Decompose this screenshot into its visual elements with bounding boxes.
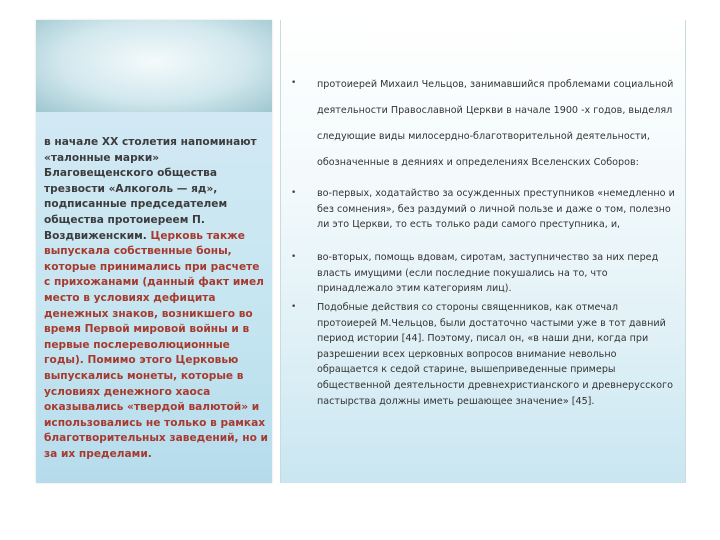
left-paragraph-red: Церковь также выпускала собственные боны, которые принимались при расчете с прихожанами (данный факт имел место в условиях дефицита денежных знаков, возникшего во время Первой мировой войны и в первые послереволюционные годы). Помимо этого Церковью выпускались монеты, которые в условиях денежного хаоса оказывались «твердой валютой» и использовались не только в рамках благотворительных заведений, но и за их пределами. (44, 229, 268, 460)
bullet-icon: • (291, 252, 297, 262)
bullet-icon: • (291, 78, 297, 88)
list-item-text: Подобные действия со стороны священников, как отмечал протоиерей М.Чельцов, были достаточно частыми уже в тот давний период истории [44]. Поэтому, писал он, «в наши дни, когда при разрешении всех церковных вопросов внимание невольно обращается к седой старине, вышеприведенные примеры общественной деятельности древнехристианского и древнерусского пастырства должны иметь решающее значение» [45]. (317, 302, 673, 407)
list-item-text: во-вторых, помощь вдовам, сиротам, заступничество за них перед власть имущими (если последние покушались на то, что принадлежало этим категориям лиц). (317, 252, 659, 295)
left-panel-header-decoration (36, 20, 272, 112)
right-panel (280, 20, 686, 483)
bullet-icon: • (291, 188, 297, 198)
left-paragraph-black: в начале XX столетия напоминают «талонные марки» Благовещенского общества трезвости «Алкоголь — яд», подписанные председателем общества протоиереем П. Воздвиженским. (44, 136, 257, 242)
left-panel (36, 20, 272, 483)
list-item-text: во-первых, ходатайство за осужденных преступников «немедленно и без сомнения», без раздумий о личной пользе и даже о том, полезно ли это Церкви, то есть только ради самого преступника, и, (317, 188, 675, 231)
left-panel-text (44, 135, 268, 462)
bullet-icon: • (291, 302, 297, 312)
intro-text: протоиерей Михаил Чельцов, занимавшийся проблемами социальной деятельности Православной Церкви в начале 1900 -х годов, выделял следующие виды милосердно-благотворительной деятельности, обозначенные в деяниях и определениях Вселенских Соборов: (317, 79, 674, 168)
